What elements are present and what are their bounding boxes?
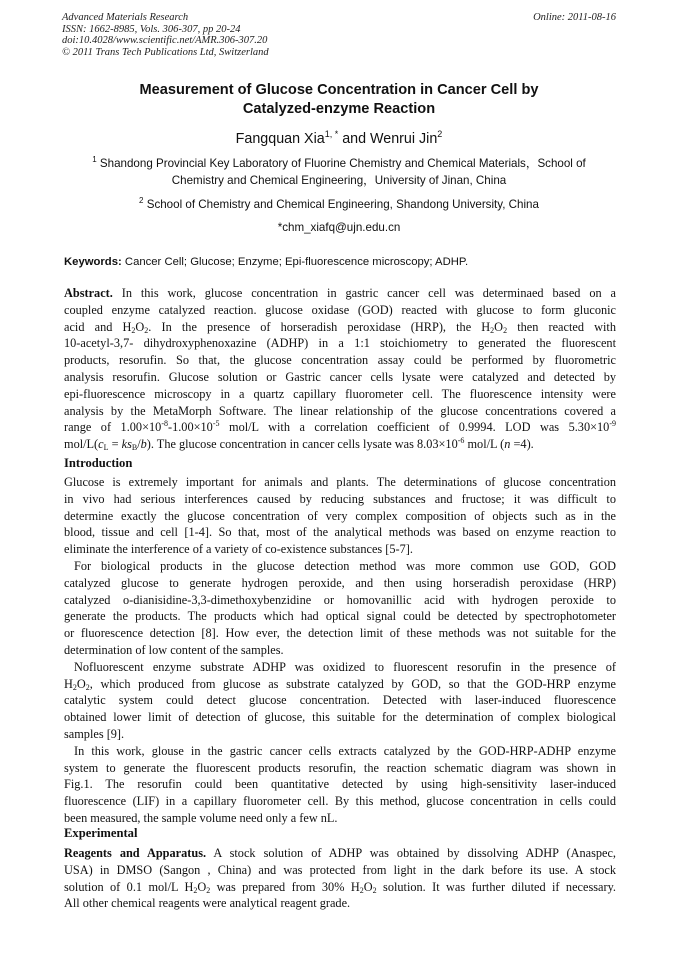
experimental-heading: Experimental — [64, 826, 138, 840]
affiliation-1-line-1: Shandong Provincial Key Laboratory of Fluorine Chemistry and Chemical Materials，School of — [96, 157, 586, 170]
title-line-1: Measurement of Glucose Concentration in Cancer Cell by — [139, 82, 539, 98]
affiliation-1-number: 1 — [92, 155, 97, 164]
intro-line: catalyzed o-dianisidine-3,3-dimethoxybenzidine or homovanillic acid with hydrogen peroxide to — [64, 592, 616, 607]
experimental-body — [64, 845, 616, 912]
journal-header — [62, 12, 616, 58]
abstract-line: 10-acetyl-3,7- dihydroxyphenoxazine (ADHP) in a 1:1 stoichiometry to generated the fluorescent — [64, 336, 616, 351]
intro-line: generate the products. The products which had optical signal could be detected by spectrophotometer — [64, 609, 616, 624]
journal-name: Advanced Materials Research — [62, 12, 189, 23]
affiliation-2 — [62, 196, 616, 213]
email-text: *chm_xiafq@ujn.edu.cn — [277, 221, 401, 234]
intro-line: system to generate the fluorescent products resorufin, the reaction schematic diagram was shown in — [64, 760, 616, 775]
intro-line: fluorescence (LIF) in a capillary fluorometer cell. By this method, glucose concentration in cells could — [64, 794, 616, 809]
experimental-line: All other chemical reagents were analytical reagent grade. — [64, 896, 351, 911]
intro-line: samples [9]. — [64, 726, 125, 741]
intro-line: been measured, the sample volume need only a few nL. — [64, 810, 338, 825]
intro-line: For biological products in the glucose detection method was more common use GOD, GOD — [74, 558, 616, 573]
keywords-label: Keywords: — [64, 256, 122, 268]
intro-line: Fig.1. The resorufin could been quantitative detected by using high-sensitivity laser-induced — [64, 777, 616, 792]
title-line-2: Catalyzed-enzyme Reaction — [242, 101, 436, 117]
intro-line: blood, tissue and cell [1-4]. So that, most of the analytical methods was based on enzyme reaction to — [64, 525, 616, 540]
affiliation-1 — [62, 155, 616, 189]
experimental-line: USA) in DMSO (Sangon , China) and was protected from light in the dark before its use. A stock — [64, 862, 616, 877]
intro-line: eliminate the interference of a variety of co-existence substances [5-7]. — [64, 542, 413, 557]
experimental-line: Reagents and Apparatus. A stock solution of ADHP was obtained by dissolving ADHP (Anaspec, — [64, 846, 616, 860]
intro-line: or fluorescence detection [8]. How ever, the detection limit of these methods was not suitable for the — [64, 626, 616, 641]
intro-line: In this work, glouse in the gastric cancer cells extracts catalyzed by the GOD-HRP-ADHP enzyme — [74, 743, 616, 758]
abstract-line: analysis resorufin. Glucose solution or Gastric cancer cells lysate were catalyzed and detected by — [64, 369, 616, 384]
author-2-affil-mark: 2 — [437, 129, 443, 139]
author-list — [62, 130, 616, 148]
abstract-line: acid and $H_2O_2$. In the presence of horseradish peroxidase (HRP), the $H_2O_2$ then reacted with — [64, 319, 617, 335]
author-join: and Wenrui Jin — [338, 131, 438, 147]
corresponding-email — [62, 219, 616, 236]
intro-line: catalytic system could detect glucose concentration. Detected with laser-induced fluorescence — [64, 693, 616, 708]
abstract-line: mol/$L(c_L = ks_B/b)$. The glucose concentration in cancer cells lysate was $8.03\times 10^{-6}$ mol/L (n =4). — [64, 436, 534, 453]
intro-line: $H_2O_2$, which produced from glucose as substrate catalyzed by GOD, so that the GOD-HRP enzyme — [64, 676, 616, 692]
intro-line: in vivo had serious interferences caused by reducing substances and fructose; it was difficult to — [64, 491, 616, 506]
abstract-line: epi-fluorescence microscopy in a quartz capillary fluorometer cell. The fluorescence intensity were — [64, 386, 616, 401]
online-date: Online: 2011-08-16 — [533, 12, 616, 23]
issn-line: ISSN: 1662-8985, Vols. 306-307, pp 20-24 — [62, 23, 241, 35]
intro-line: Glucose is extremely important for animals and plants. The determinations of glucose concentration — [64, 475, 616, 489]
paper-title — [62, 81, 616, 119]
abstract-line: range of $1.00\times 10^{-8}-1.00\times 10^{-5}$ mol/L with a correlation coefficient of 0.9994. LOD was $5.30\times 10^{-9}$ — [64, 419, 616, 435]
intro-line: catalyzed glucose to generate hydrogen peroxide, and then using horseradish peroxidase (HRP) — [64, 575, 616, 590]
affiliation-2-number: 2 — [139, 196, 144, 205]
abstract-line: Abstract. In this work, glucose concentration in gastric cancer cell was determinaed based on a — [64, 286, 616, 300]
affiliation-2-line-1: School of Chemistry and Chemical Engineering, Shandong University, China — [143, 198, 539, 211]
keywords — [64, 254, 616, 270]
author-1: Fangquan Xia — [235, 131, 325, 147]
keywords-text: Cancer Cell; Glucose; Enzyme; Epi-fluorescence microscopy; ADHP. — [121, 256, 469, 268]
intro-line: determination of low content of the samples. — [64, 642, 284, 657]
abstract-line: analysis by the MetaMorph Software. The linear relationship of the glucose concentrations covered a — [64, 403, 616, 418]
affiliation-1-line-2: Chemistry and Chemical Engineering，University of Jinan, China — [171, 174, 507, 187]
introduction-heading: Introduction — [64, 456, 133, 470]
intro-line: determine exactly the glucose concentration of very complex composition of objects such as in the — [64, 508, 616, 523]
intro-line: Nofluorescent enzyme substrate ADHP was oxidized to fluorescent resorufin in the presence of — [74, 659, 616, 674]
intro-line: obtained lower limit of detection of glucose, this suitable for the determination of complex biological — [64, 710, 616, 725]
introduction-body — [64, 474, 616, 827]
abstract-line: coupled enzyme catalyzed reaction. glucose oxidase (GOD) reacted with glucose to form gluconic — [64, 302, 616, 317]
author-1-affil-mark: 1, * — [324, 129, 339, 139]
reagents-label: Reagents and Apparatus. — [64, 846, 207, 860]
copyright-line: © 2011 Trans Tech Publications Ltd, Switzerland — [62, 46, 269, 58]
doi-line: doi:10.4028/www.scientific.net/AMR.306-307.20 — [62, 35, 268, 47]
abstract-label: Abstract. — [64, 286, 113, 300]
abstract — [64, 285, 616, 453]
experimental-line: solution of 0.1 mol/L $H_2O_2$ was prepared from 30% $H_2O_2$ solution. It was further diluted if necessary. — [64, 879, 616, 895]
abstract-line: products, resorufin. So that, the glucose concentration assay could be performed by fluorometric — [64, 353, 616, 368]
